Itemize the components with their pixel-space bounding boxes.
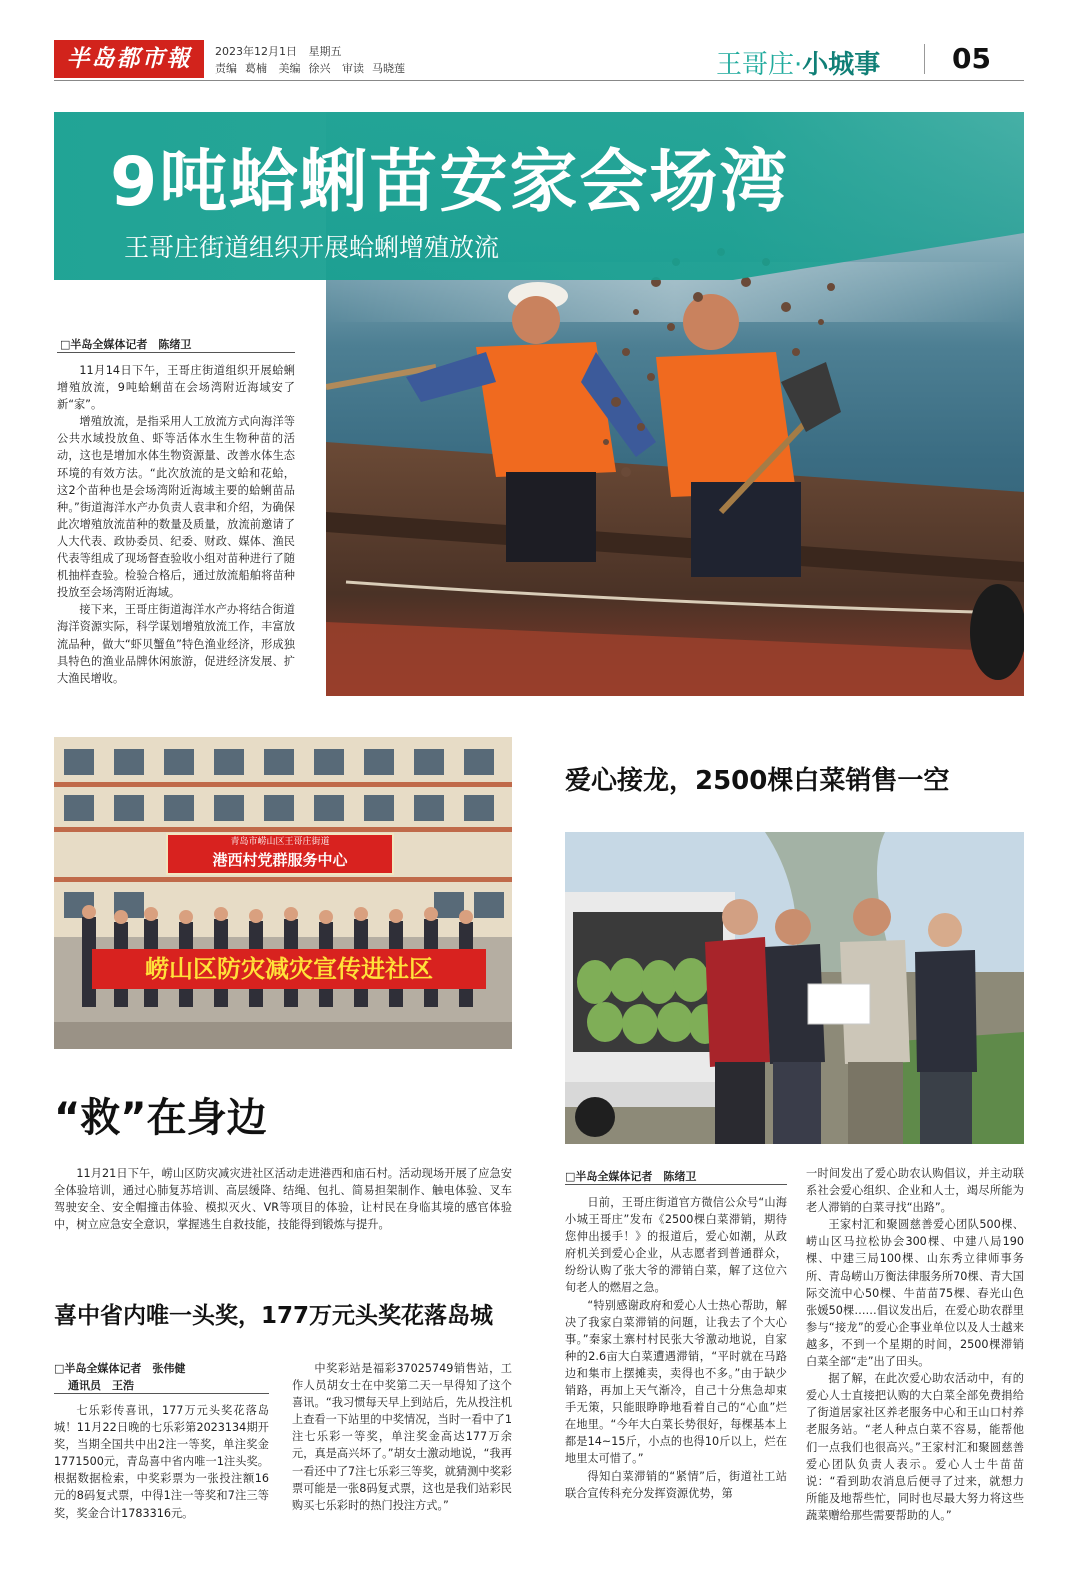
page-number: 05 bbox=[952, 42, 991, 75]
section-main: 小城事 bbox=[802, 50, 881, 80]
hero-article-body bbox=[57, 362, 295, 687]
editor-name: 徐兴 bbox=[308, 62, 331, 75]
hero-paragraph: 增殖放流，是指采用人工放流方式向海洋等公共水域投放鱼、虾等活体水生生物种苗的活动，这也是增加水体生物资源量、改善水体生态环境的有效方法。“此次放流的是文蛤和花蛤，这2个苗种也是会场湾附近海域主要的蛤蜊苗品种。”街道海洋水产办负责人袁聿和介绍，为确保此次增殖放流苗种的数量及质量，放流前邀请了人大代表、政协委员、纪委、财政、媒体、渔民代表等组成了现场督查验收小组对苗种进行了随机抽样查验。检验合格后，通过放流船舶将苗种投放至会场湾附近海域。 bbox=[57, 415, 295, 600]
cabbage-paragraph: 一时间发出了爱心助农认购倡议，并主动联系社会爱心组织、企业和人士，竭尽所能为老人滞销的白菜寻找“出路”。 bbox=[806, 1167, 1024, 1215]
lottery-paragraph: 中奖彩站是福彩37025749销售站，工作人员胡女士在中奖第二天一早得知了这个喜讯。“我习惯每天早上到站后，先从投注机上查看一下站里的中奖情况，当时一看中了1注七乐彩一等奖，单注奖金高达177万余元，真是高兴坏了。”胡女士激动地说，“我再一看还中了7注七乐彩三等奖，就猜测中奖彩票可能是一张8码复式票，这也是我们站彩民购买七乐彩时的热门投注方式。” bbox=[292, 1362, 512, 1512]
community-building-photo bbox=[54, 737, 512, 1049]
editor-role: 责编 bbox=[215, 62, 237, 75]
cabbage-article-title: 爱心接龙，2500棵白菜销售一空 bbox=[565, 766, 950, 796]
building-illustration bbox=[54, 737, 512, 1049]
cabbage-paragraph: 日前，王哥庄街道官方微信公众号“山海小城王哥庄”发布《2500棵白菜滞销，期待您伸出援手！》的报道后，爱心如潮，从政府机关到爱心企业，从志愿者到普通群众，纷纷认购了张大爷的滞销白菜，解了这位六旬老人的燃眉之急。 bbox=[565, 1196, 787, 1295]
hero-paragraph: 11月14日下午，王哥庄街道组织开展蛤蜊增殖放流，9吨蛤蜊苗在会场湾附近海域安了新“家”。 bbox=[57, 364, 295, 412]
lottery-byline: □半岛全媒体记者 张伟健 bbox=[54, 1362, 186, 1375]
lottery-column-2 bbox=[292, 1360, 512, 1514]
cabbage-paragraph: “特别感谢政府和爱心人士热心帮助，解决了我家白菜滞销的问题，让我去了个大心事。”秦家土寨村村民张大爷激动地说，自家种的2.6亩大白菜遭遇滞销，“平时就在马路边和集市上摆摊卖，卖得也不多。”由于缺少销路，再加上天气渐冷，自己十分焦急却束手无策，只能眼睁睁地看着自己的“心血”烂在地里。“今年大白菜长势很好，每棵基本上都是14~15斤，小点的也得10斤以上，烂在地里太可惜了。” bbox=[565, 1298, 787, 1466]
service-center-sign bbox=[166, 833, 394, 875]
lottery-byline-2: 通讯员 王浩 bbox=[68, 1379, 134, 1392]
editor-name: 马晓莲 bbox=[372, 62, 405, 75]
cabbage-column-2 bbox=[806, 1165, 1024, 1524]
cabbage-byline: □半岛全媒体记者 陈绪卫 bbox=[565, 1170, 697, 1183]
cabbage-paragraph: 王家村汇和聚圆慈善爱心团队500棵、崂山区马拉松协会300棵、中建八局190棵、中建三局100棵、山东秀立律师事务所、青岛崂山万衡法律服务所70棵、青大国际交流中心50棵、牛苗苗75棵、春光山色张媛50棵……倡议发出后，在爱心助农群里参与“接龙”的爱心企事业单位以及人士越来越多，不到一个星期的时间，2500棵滞销白菜全部“走”出了田头。 bbox=[806, 1218, 1024, 1369]
disaster-article-title: “救”在身边 bbox=[54, 1095, 267, 1141]
cabbage-scene-illustration bbox=[565, 832, 1024, 1144]
hero-paragraph: 接下来，王哥庄街道海洋水产办将结合街道海洋资源实际，科学谋划增殖放流工作，丰富放流品种，做大“虾贝蟹鱼”特色渔业经济，形成独具特色的渔业品牌休闲旅游，促进经济发展、扩大渔民增收。 bbox=[57, 603, 295, 685]
cabbage-paragraph: 据了解，在此次爱心助农活动中，有的爱心人士直接把认购的大白菜全部免费捐给了街道居家社区养老服务中心和王山口村养老服务站。“老人种点白菜不容易，能帮他们一点我们也很高兴。”王家村汇和聚圆慈善爱心团队负责人表示。爱心人士牛苗苗说：“看到助农消息后便寻了过来，就想力所能及地帮些忙，同时也尽最大努力将这些蔬菜赠给那些需要帮助的人。” bbox=[806, 1372, 1024, 1522]
issue-date bbox=[215, 43, 342, 59]
header-rule bbox=[54, 80, 1024, 81]
byline-rule bbox=[565, 1184, 787, 1185]
section-title bbox=[716, 44, 880, 81]
newspaper-masthead: 半岛都市報 bbox=[54, 40, 204, 78]
red-banner: 崂山区防灾减灾宣传进社区 bbox=[92, 949, 486, 989]
disaster-article-body bbox=[54, 1165, 512, 1233]
hero-byline: □半岛全媒体记者 陈绪卫 bbox=[60, 338, 192, 351]
sign-line-small: 青岛市崂山区王哥庄街道 bbox=[230, 837, 330, 847]
weekday-text: 星期五 bbox=[308, 45, 342, 58]
disaster-paragraph: 11月21日下午，崂山区防灾减灾进社区活动走进港西和庙石村。活动现场开展了应急安全体验培训，通过心肺复苏培训、高层缓降、结绳、包扎、简易担架制作、触电体验、叉车驾驶安全、安全帽撞击体验、模拟灭火、VR等项目的体验，让村民在身临其境的感官体验中，树立应急安全意识，掌握逃生自救技能，技能得到锻炼与提升。 bbox=[54, 1167, 512, 1232]
cabbage-paragraph: 得知白菜滞销的“紧情”后，街道社工站联合宣传科充分发挥资源优势，第 bbox=[565, 1469, 787, 1500]
byline-rule bbox=[57, 352, 295, 353]
cabbage-donation-photo bbox=[565, 832, 1024, 1144]
section-prefix: 王哥庄· bbox=[716, 50, 803, 80]
editor-role: 审读 bbox=[342, 62, 364, 75]
header-divider bbox=[924, 44, 925, 74]
headline-subtitle: 王哥庄街道组织开展蛤蜊增殖放流 bbox=[124, 233, 500, 262]
lottery-column-1 bbox=[54, 1402, 269, 1522]
byline-rule bbox=[54, 1393, 269, 1394]
date-text: 2023年12月1日 bbox=[215, 45, 297, 58]
headline-title: 9吨蛤蜊苗安家会场湾 bbox=[110, 143, 790, 222]
lottery-article-title: 喜中省内唯一头奖，177万元头奖花落岛城 bbox=[54, 1303, 494, 1329]
sign-line-main: 港西村党群服务中心 bbox=[212, 851, 348, 869]
editor-credits bbox=[215, 60, 413, 76]
editor-name: 葛楠 bbox=[245, 62, 267, 75]
lottery-paragraph: 七乐彩传喜讯，177万元头奖花落岛城！11月22日晚的七乐彩第2023134期开奖，当期全国共中出2注一等奖，单注奖金1771500元，青岛喜中省内唯一1注头奖。根据数据检索，中奖彩票为一张投注额16元的8码复式票，中得1注一等奖和7注三等奖，奖金合计1783316元。 bbox=[54, 1404, 269, 1520]
cabbage-column-1 bbox=[565, 1194, 787, 1502]
editor-role: 美编 bbox=[278, 62, 301, 75]
